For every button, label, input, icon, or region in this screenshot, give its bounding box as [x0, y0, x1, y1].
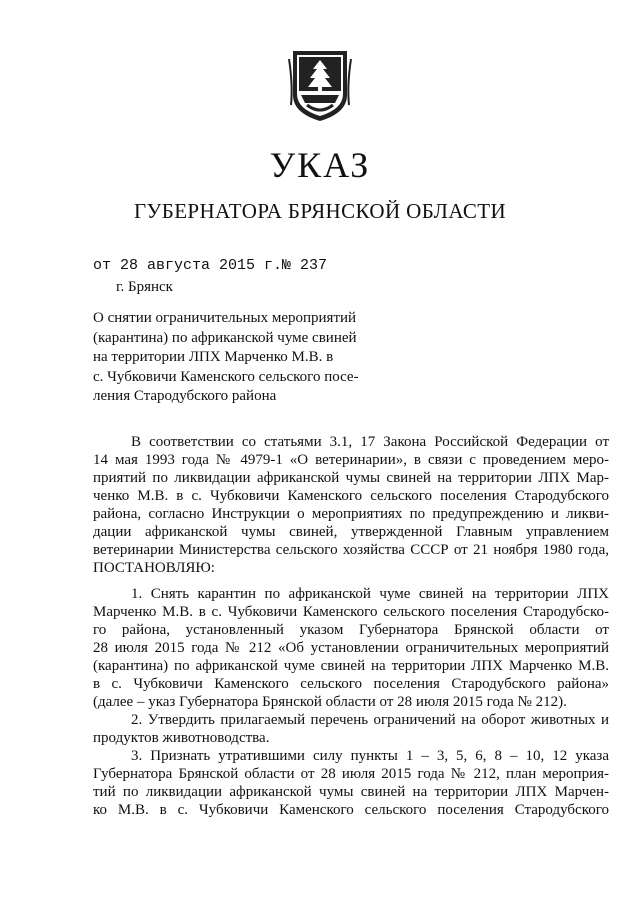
body-line: 3. Признать утратившими силу пункты 1 – 3, 5, 6, 8 – 10, 12 указа [131, 748, 609, 764]
body-line: го района, установленный указом Губернатора Брянской области от [93, 622, 609, 638]
body-line: ко М.В. в с. Чубковичи Каменского сельского поселения Стародубского [93, 802, 609, 818]
subject-line: О снятии ограничительных мероприятий [93, 310, 357, 326]
document-body [93, 433, 609, 819]
coat-of-arms-emblem [287, 45, 353, 125]
body-line: (далее – указ Губернатора Брянской области от 28 июля 2015 года № 212). [93, 694, 567, 710]
body-line: ченко М.В. в с. Чубковичи Каменского сельского поселения Стародубского [93, 488, 609, 504]
item-3-paragraph [93, 747, 609, 819]
body-line: В соответствии со статьями 3.1, 17 Закона Российской Федерации от [131, 434, 609, 450]
body-line: ветеринарии Министерства сельского хозяйства СССР от 21 ноября 1980 года, [93, 542, 609, 558]
body-line: 28 июля 2015 года № 212 «Об установлении ограничительных мероприятий [93, 640, 609, 656]
body-line: (карантина) по африканской чуме свиней на территории ЛПХ Марченко М.В. [93, 658, 609, 674]
body-line: ПОСТАНОВЛЯЮ: [93, 560, 215, 576]
document-subject [93, 309, 359, 407]
document-city: г. Брянск [116, 279, 173, 295]
body-line: района, согласно Инструкции о мероприятиях по предупреждению и ликви- [93, 506, 609, 522]
body-line: приятий по ликвидации африканской чумы свиней на территории ЛПХ Мар- [93, 470, 609, 486]
subject-line: ления Стародубского района [93, 388, 277, 405]
body-line: Губернатора Брянской области от 28 июля 2015 года № 212, план мероприя- [93, 766, 609, 782]
preamble-paragraph [93, 433, 609, 577]
body-line: 14 мая 1993 года № 4979-1 «О ветеринарии», в связи с проведением меро- [93, 452, 609, 468]
subject-line: с. Чубковичи Каменского сельского посе- [93, 368, 359, 385]
body-line: Марченко М.В. в с. Чубковичи Каменского сельского поселения Стародубско- [93, 604, 609, 620]
subject-line: на территории ЛПХ Марченко М.В. в [93, 349, 334, 366]
body-line: 2. Утвердить прилагаемый перечень ограничений на оборот животных и [131, 712, 609, 728]
document-date-number: от 28 августа 2015 г.№ 237 [93, 257, 328, 274]
document-title: УКАЗ [269, 145, 371, 185]
item-1-paragraph [93, 585, 609, 711]
body-line: дации африканской чумы свиней, утвержденной Главным управлением [93, 524, 609, 540]
body-line: продуктов животноводства. [93, 730, 270, 746]
body-line: в с. Чубковичи Каменского сельского поселения Стародубского района» [93, 676, 609, 692]
item-2-paragraph [93, 711, 609, 747]
body-line: тий по ликвидации африканской чумы свиней на территории ЛПХ Марчен- [93, 784, 609, 800]
subject-line: (карантина) по африканской чуме свиней [93, 329, 357, 346]
body-line: 1. Снять карантин по африканской чуме свиней на территории ЛПХ [131, 586, 609, 602]
document-subtitle: ГУБЕРНАТОРА БРЯНСКОЙ ОБЛАСТИ [133, 199, 507, 223]
